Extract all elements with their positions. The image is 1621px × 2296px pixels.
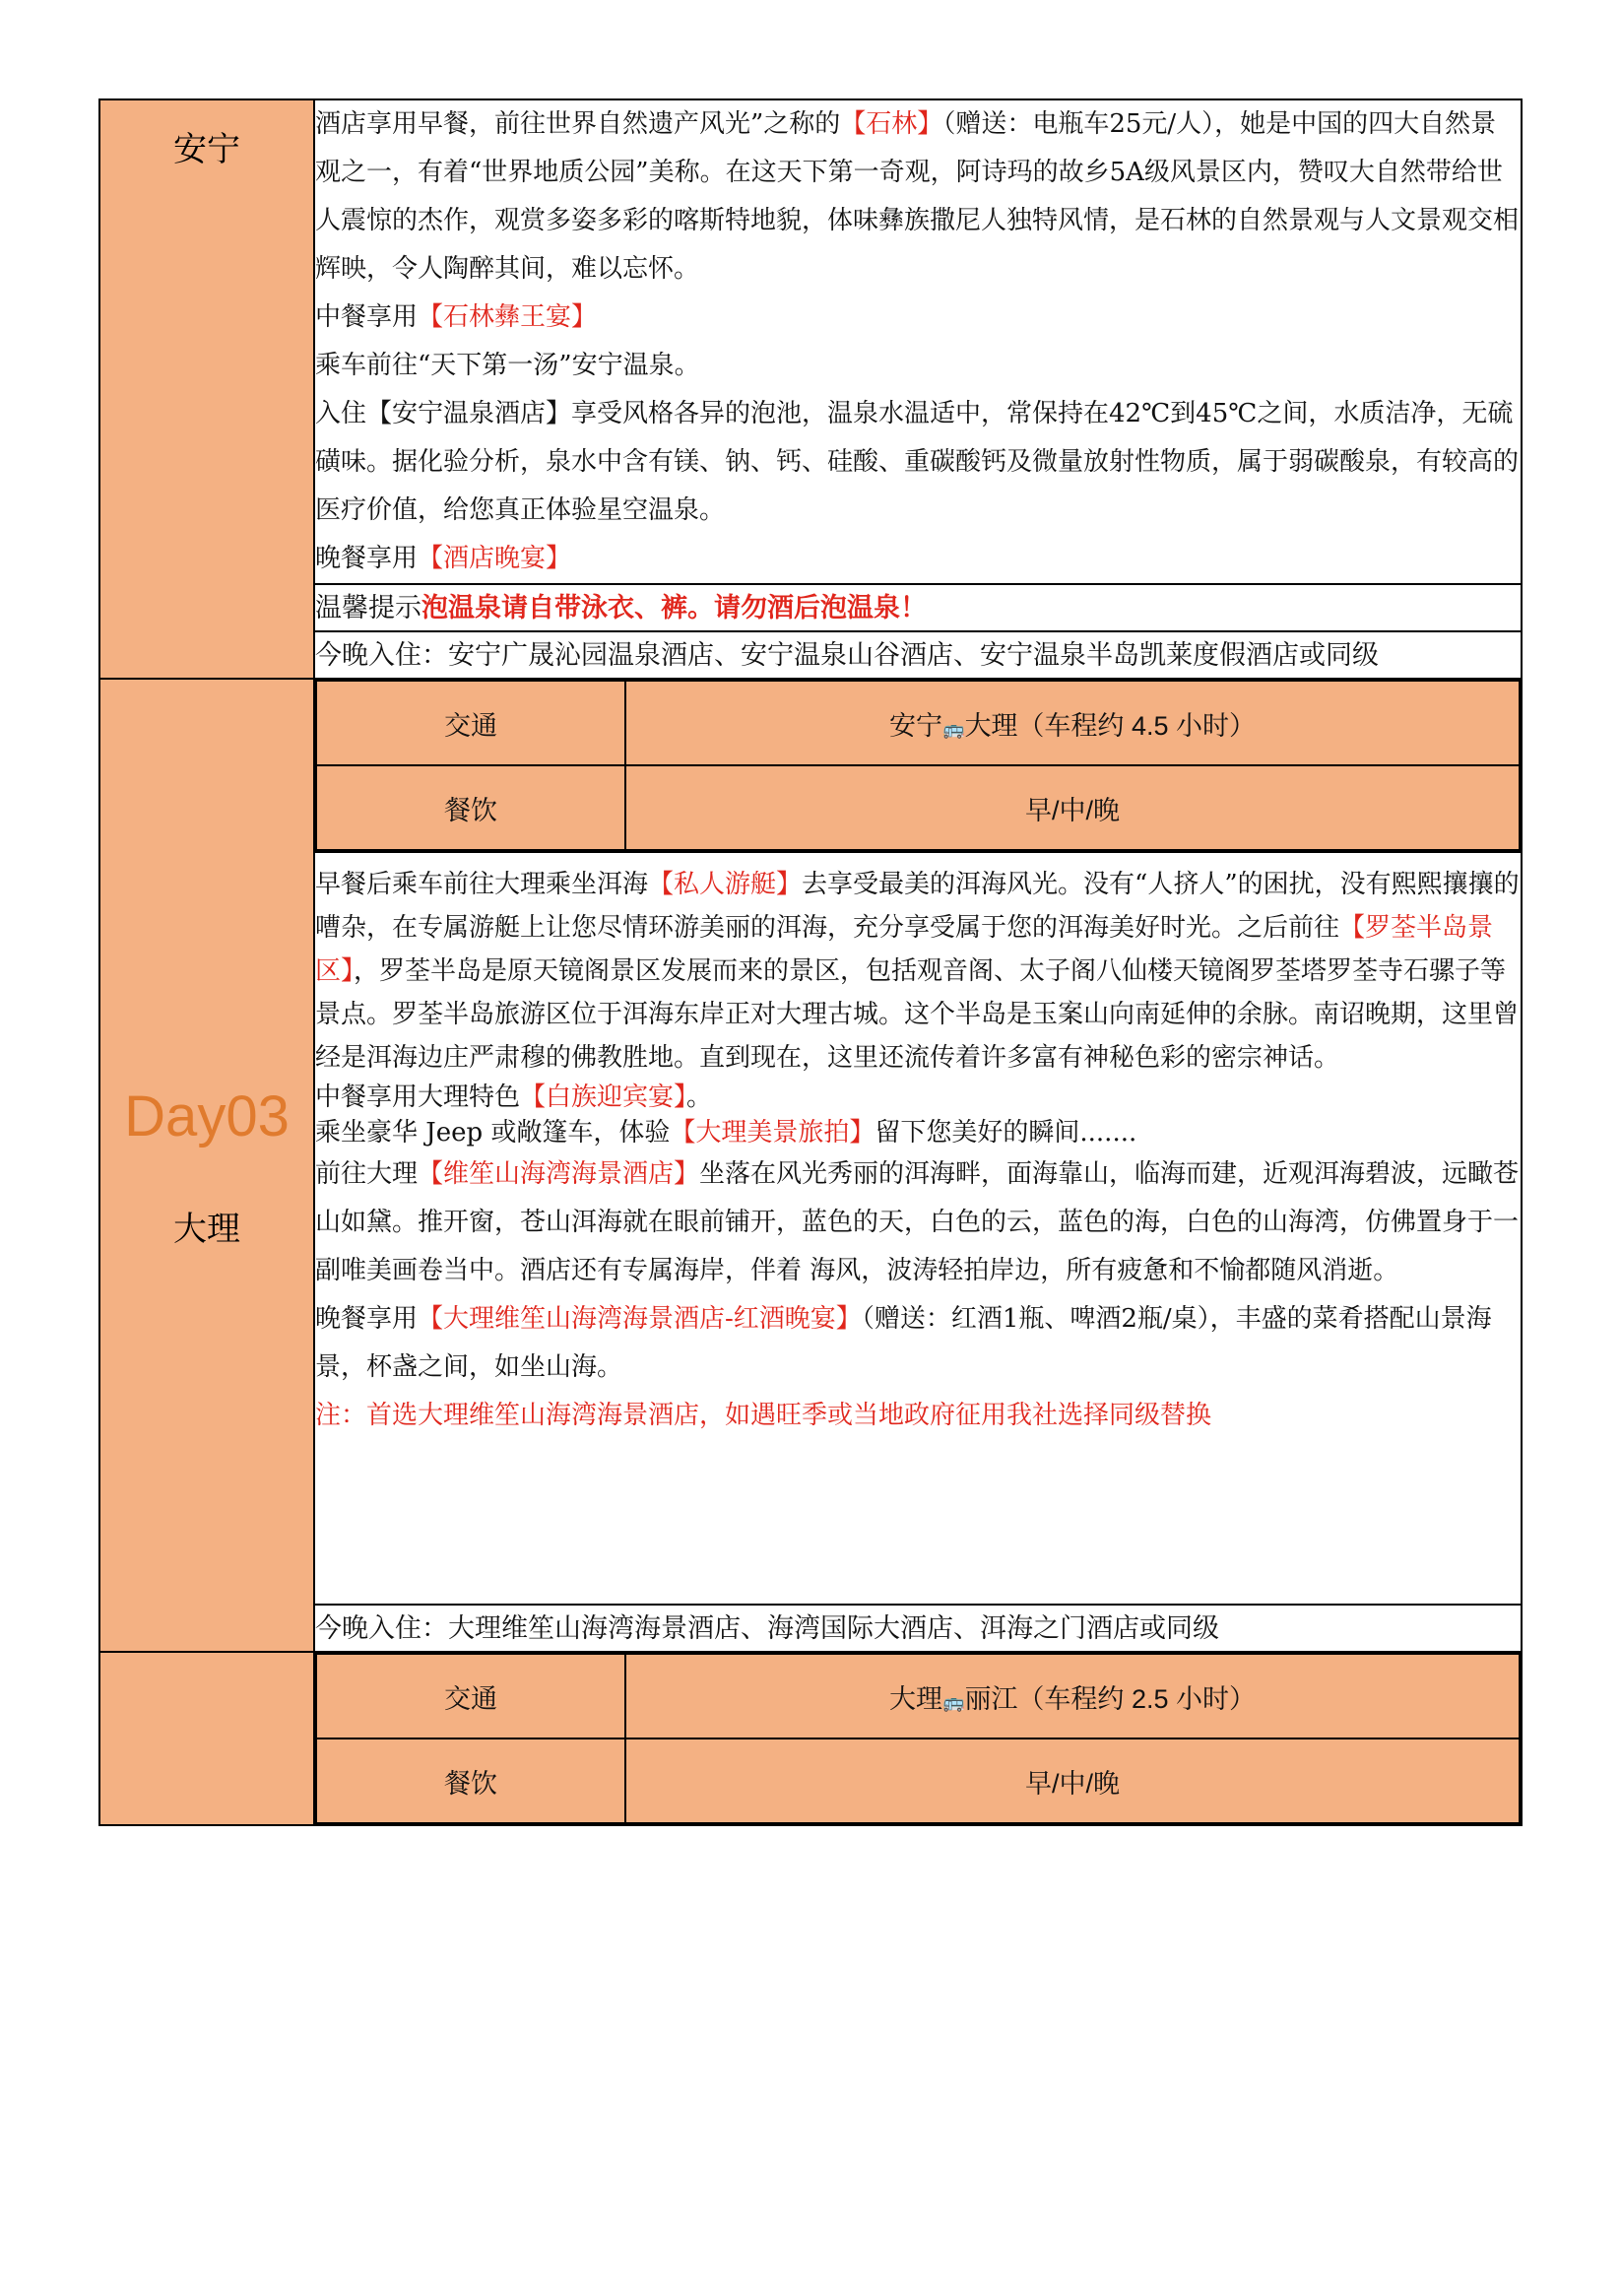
day04-transport-label: 交通	[316, 1654, 625, 1738]
body-text: （赠送：红酒1瓶、啤酒2瓶/桌），丰盛的菜肴搭配山景海景，杯盏之间，如坐山海。	[315, 1304, 1492, 1382]
day02-description-row	[99, 99, 1522, 584]
body-text: 前往大理	[315, 1159, 419, 1189]
highlight-text: 【酒店晚宴】	[418, 544, 572, 573]
itinerary-table	[98, 98, 1523, 1826]
body-text: 乘坐豪华 Jeep 或敞篷车，体验	[315, 1118, 671, 1148]
day02-para-transfer	[315, 342, 1521, 390]
day04-info-row	[99, 1652, 1522, 1825]
day02-tip	[314, 584, 1522, 631]
day03-meals-label: 餐饮	[316, 765, 625, 850]
body-text: 中餐享用	[315, 302, 419, 332]
highlight-text: 【石林彝王宴】	[418, 302, 598, 332]
day03-label: Day03	[124, 1084, 290, 1148]
day03-para-hotel-intro	[315, 1150, 1521, 1295]
day04-transport-value: 大理🚌丽江（车程约 2.5 小时）	[625, 1654, 1520, 1738]
day03-info-row	[99, 679, 1522, 852]
body-text: 去享受最美的洱海风光。没有“人挤人”的困扰，没有熙熙攘攘的嘈杂，在专属游艇上让您尽情环游美丽的洱海，充分享受属于您的洱海美好时光。之后前往	[315, 870, 1520, 943]
body-text: 坐落在风光秀丽的洱海畔，面海靠山，临海而建，近观洱海碧波，远瞰苍山如黛。推开窗，苍山洱海就在眼前铺开，蓝色的天，白色的云，蓝色的海，白色的山海湾，仿佛置身于一副唯美画卷当中。酒店还有专属海岸，伴着 海风，波涛轻拍岸边，所有疲惫和不愉都随风消逝。	[315, 1159, 1520, 1285]
day03-transport-value: 安宁🚌大理（车程约 4.5 小时）	[625, 681, 1520, 765]
day03-note: 注：首选大理维笙山海湾海景酒店，如遇旺季或当地政府征用我社选择同级替换	[315, 1401, 1212, 1430]
tip-text: 泡温泉请自带泳衣、裤。请勿酒后泡温泉！	[421, 593, 927, 623]
body-text: 。	[686, 1082, 713, 1112]
day02-para-shilin	[315, 100, 1521, 294]
tip-label: 温馨提示	[315, 593, 421, 623]
day02-para-dinner	[315, 535, 1521, 583]
body-text: 入住【安宁温泉酒店】享受风格各异的泡池，温泉水温适中，常保持在42℃到45℃之间，水质洁净，无硫磺味。据化验分析，泉水中含有镁、钠、钙、硅酸、重碳酸钙及微量放射性物质，属于弱碳酸泉，有较高的医疗价值，给您真正体验星空温泉。	[315, 399, 1520, 525]
day03-hotel: 今晚入住：大理维笙山海湾海景酒店、海湾国际大酒店、洱海之门酒店或同级	[314, 1605, 1522, 1652]
body-text: （赠送：电瓶车25元/人），她是中国的四大自然景观之一，有着“世界地质公园”美称。在这天下第一奇观，阿诗玛的故乡5A级风景区内，赞叹大自然带给世人震惊的杰作，观赏多姿多彩的喀斯特地貌，体味彝族撒尼人独特风情，是石林的自然景观与人文景观交相辉映，令人陶醉其间，难以忘怀。	[315, 109, 1520, 284]
body-text: 晚餐享用	[315, 1304, 419, 1334]
highlight-text: 【大理维笙山海湾海景酒店-红酒晚宴】	[418, 1304, 862, 1334]
day02-para-lunch	[315, 294, 1521, 342]
highlight-text: 【石林】	[840, 109, 943, 139]
day03-para-jeep	[315, 1115, 1521, 1150]
body-text: 酒店享用早餐，前往世界自然遗产风光”之称的	[315, 109, 841, 139]
day04-info-cell	[314, 1652, 1522, 1825]
body-text: 留下您美好的瞬间.......	[875, 1118, 1137, 1148]
highlight-text: 【罗荃半岛景区】	[315, 913, 1494, 986]
day03-description	[314, 852, 1522, 1605]
day03-info-table	[315, 680, 1521, 851]
bus-icon: 🚌	[942, 1691, 965, 1712]
day02-city: 安宁	[173, 131, 240, 168]
day02-day-cell	[99, 99, 314, 679]
body-text: 早餐后乘车前往大理乘坐洱海	[315, 870, 649, 899]
day03-para-yacht	[315, 863, 1521, 1080]
itinerary-page	[98, 98, 1523, 1826]
day04-day-cell	[99, 1652, 314, 1825]
highlight-text: 【维笙山海湾海景酒店】	[418, 1159, 700, 1189]
body-text: 乘车前往“天下第一汤”安宁温泉。	[315, 351, 700, 380]
day03-meals-value: 早/中/晚	[625, 765, 1520, 850]
day03-para-lunch	[315, 1080, 1521, 1115]
day04-meals-value: 早/中/晚	[625, 1738, 1520, 1823]
day02-description	[314, 99, 1522, 584]
highlight-text: 【大理美景旅拍】	[670, 1118, 875, 1148]
body-text: 晚餐享用	[315, 544, 419, 573]
day03-para-dinner	[315, 1295, 1521, 1392]
body-text: 中餐享用大理特色	[315, 1082, 521, 1112]
day02-para-hotspring	[315, 390, 1521, 535]
bus-icon: 🚌	[942, 718, 965, 739]
day03-city: 大理	[173, 1211, 240, 1248]
day03-info-cell	[314, 679, 1522, 852]
day04-meals-label: 餐饮	[316, 1738, 625, 1823]
day03-day-cell	[99, 679, 314, 1652]
day02-hotel: 今晚入住：安宁广晟沁园温泉酒店、安宁温泉山谷酒店、安宁温泉半岛凯莱度假酒店或同级	[314, 631, 1522, 679]
body-text: ，罗荃半岛是原天镜阁景区发展而来的景区，包括观音阁、太子阁八仙楼天镜阁罗荃塔罗荃寺石骡子等景点。罗荃半岛旅游区位于洱海东岸正对大理古城。这个半岛是玉案山向南延伸的余脉。南诏晚期，这里曾经是洱海边庄严肃穆的佛教胜地。直到现在，这里还流传着许多富有神秘色彩的密宗神话。	[315, 956, 1520, 1073]
day04-info-table	[315, 1653, 1521, 1824]
day03-transport-label: 交通	[316, 681, 625, 765]
highlight-text: 【白族迎宾宴】	[520, 1082, 687, 1112]
highlight-text: 【私人游艇】	[648, 870, 803, 899]
